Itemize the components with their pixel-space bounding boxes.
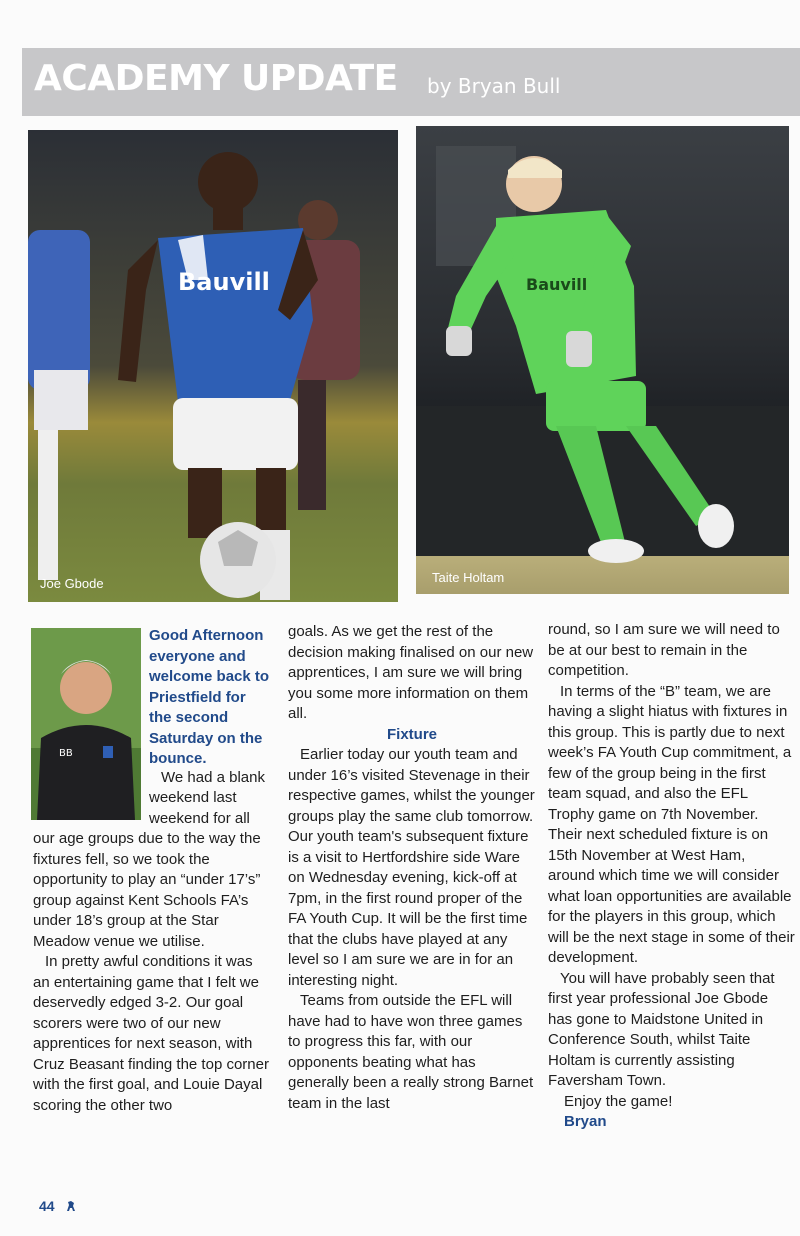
article-paragraph-6: You will have probably seen that first year professional Joe Gbode has gone to Maidstone United in Conference South, whilst Taite Holtam is currently assisting Faversham Town.	[548, 969, 775, 1089]
left-shirt-sponsor: Bauvill	[178, 268, 270, 296]
photo-joe-gbode	[28, 130, 398, 602]
article-paragraph-3: Earlier today our youth team and under 16’s visited Stevenage in their respective games, whilst the younger groups play the same club tomorrow. Our youth team's subsequent fixture is a visit to Hertfordshire side Ware on Wednesday evening, kick-off at 7pm, in the first round proper of the FA Youth Cup. It will be the first time that the clubs have played at any level so I am sure we are in for an interesting night.	[288, 746, 535, 989]
article-paragraph-5: In terms of the “B” team, we are having a slight hiatus with fixtures in this group. This is partly due to next week’s FA Youth Cup commitment, a few of the group being in the first team squad, and also the EFL Trophy game on 7th November. Their next scheduled fixture is on 15th November at West Ham, around which time we will consider what loan opportunities are available for the players in this group, which will be the next stage in some of their development.	[548, 682, 795, 966]
caption-taite-holtam: Taite Holtam	[432, 570, 505, 585]
section-subhead-fixture: Fixture	[386, 725, 437, 743]
page-title: ACADEMY UPDATE	[34, 58, 398, 99]
article-paragraph-1: We had a blank weekend last weekend for all our age groups due to the way the fixtures fell, so we took the opportunity to play an “under 17’s” group against Kent Schools FA’s under 18’s group at the Star Meadow venue we utilise.	[33, 768, 265, 950]
portrait-initials: BB	[59, 748, 73, 759]
article-paragraph-2-continued: goals. As we get the rest of the decision making finalised on our new apprentices, I am sure we will bring you some more information on them all.	[288, 623, 534, 722]
caption-joe-gbode: Joe Gbode	[40, 576, 104, 591]
article-paragraph-2: In pretty awful conditions it was an entertaining game that I felt we deservedly edged 3-2. Our goal scorers were two of our new apprentices for next season, with Cruz Beasant finding the top corner with the first goal, and Louie Dayal scoring the other two	[33, 953, 269, 1114]
article-signature: Bryan	[564, 1113, 607, 1130]
article-column-3	[548, 620, 796, 1133]
article-paragraph-4-continued: round, so I am sure we will need to be at our best to remain in the competition.	[548, 621, 780, 679]
club-horse-icon	[64, 1199, 78, 1213]
article-column-2	[288, 622, 536, 1114]
article-greeting: Good Afternoon everyone and welcome back to Priestfield for the second Saturday on the bounce.	[149, 627, 270, 767]
article-paragraph-4: Teams from outside the EFL will have had to have won three games to progress this far, with our opponents beating what has generally been a really strong Barnet team in the last	[288, 992, 534, 1112]
article-column-1	[33, 626, 271, 1116]
article-closing: Enjoy the game!	[564, 1092, 673, 1110]
header-band	[22, 48, 800, 116]
photo-taite-holtam-illustration	[416, 126, 789, 594]
right-shirt-sponsor: Bauvill	[526, 275, 588, 294]
photo-taite-holtam	[416, 126, 789, 594]
photo-joe-gbode-illustration	[28, 130, 398, 602]
page-number: 44	[39, 1198, 55, 1214]
byline: by Bryan Bull	[427, 74, 561, 98]
